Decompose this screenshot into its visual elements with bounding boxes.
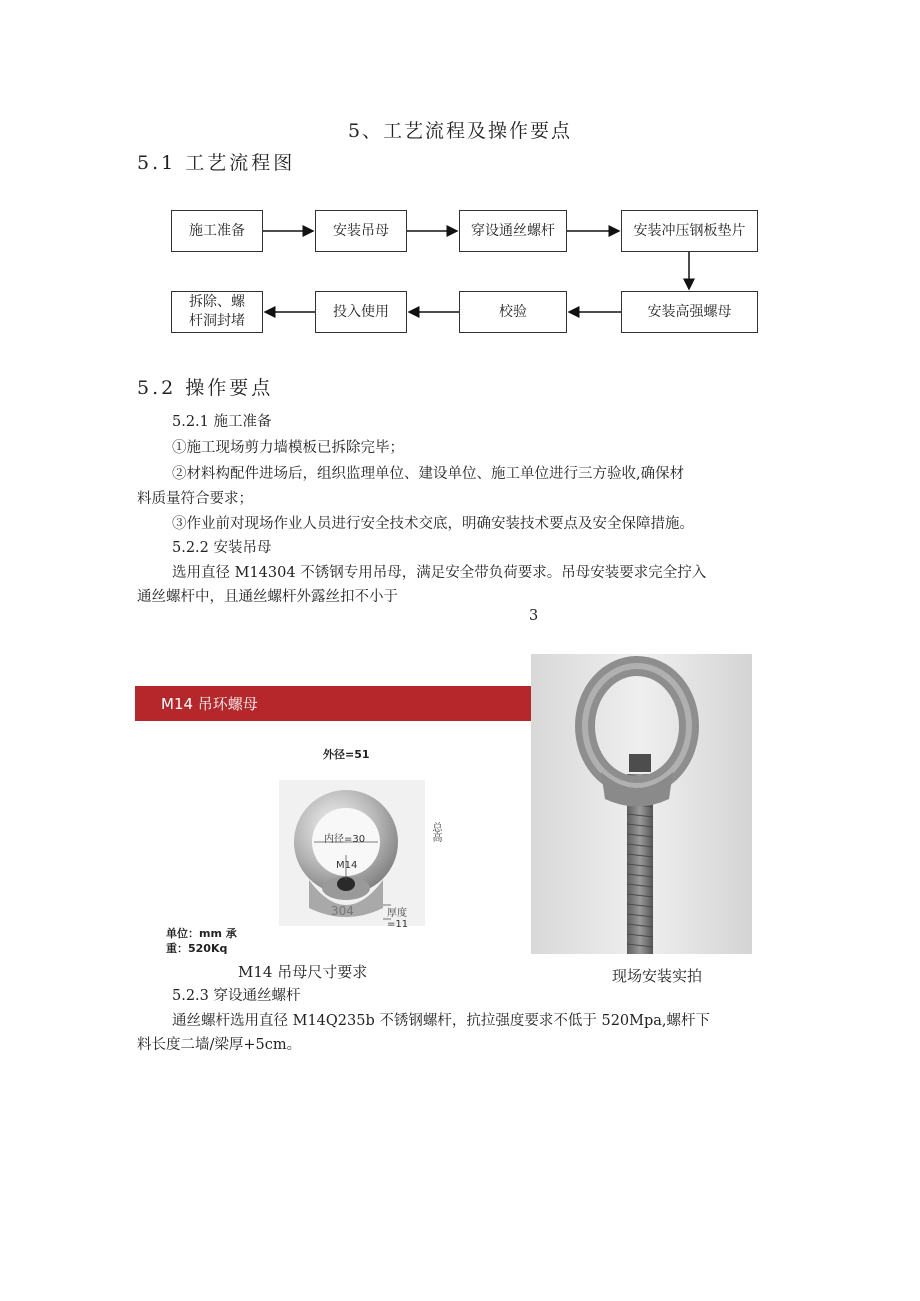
outer-diameter-label: 外径=51: [323, 748, 370, 761]
total-height-label: 总高: [430, 822, 441, 842]
flow-step-put-into-use: 投入使用: [315, 291, 407, 333]
flow-step-install-eye-nut: 安装吊母: [315, 210, 407, 252]
subsection-title-flowchart: 5.1 工艺流程图: [137, 152, 296, 174]
para-prep-item-3: ③作业前对现场作业人员进行安全技术交底，明确安装技术要点及安全保障措施。: [172, 516, 694, 532]
eye-nut-banner: M14 吊环螺母: [135, 686, 531, 721]
flowchart-arrows: [0, 0, 920, 360]
para-heading-threaded-rod: 5.2.3 穿设通丝螺杆: [172, 988, 301, 1004]
para-rod-line-1: 通丝螺杆选用直径 M14Q235b 不锈钢螺杆，抗拉强度要求不低于 520Mpa,螺杆下: [172, 1013, 711, 1029]
unit-note-line-1: 单位：mm 承: [166, 927, 237, 940]
para-install-line-2: 通丝螺杆中，且通丝螺杆外露丝扣不小于: [137, 589, 398, 605]
flow-step-insert-threaded-rod: 穿设通丝螺杆: [459, 210, 567, 252]
para-heading-prep: 5.2.1 施工准备: [172, 414, 272, 430]
subsection-title-key-points: 5.2 操作要点: [137, 377, 274, 399]
para-prep-item-2a: ②材料构配件进场后，组织监理单位、建设单位、施工单位进行三方验收,确保材: [172, 466, 685, 482]
flow-step-remove-and-seal: 拆除、螺杆洞封堵: [171, 291, 263, 333]
material-stamp: 304: [331, 904, 354, 918]
flow-step-inspection: 校验: [459, 291, 567, 333]
caption-eye-nut-dimensions: M14 吊母尺寸要求: [238, 963, 368, 981]
para-heading-install-eye-nut: 5.2.2 安装吊母: [172, 540, 272, 556]
unit-note-line-2: 重：520Kq: [166, 942, 228, 955]
flow-step-construction-prep: 施工准备: [171, 210, 263, 252]
para-install-line-1: 选用直径 M14304 不锈钢专用吊母，满足安全带负荷要求。吊母安装要求完全拧入: [172, 565, 707, 581]
inner-diameter-label: 内径=30: [324, 834, 366, 845]
flow-step-install-high-strength-nut: 安装高强螺母: [621, 291, 758, 333]
section-title: 5、工艺流程及操作要点: [347, 120, 573, 142]
para-rod-line-2: 料长度二墙/梁厚+5cm。: [137, 1037, 302, 1053]
page-number: 3: [529, 608, 539, 624]
eye-nut-diagram: [279, 780, 425, 930]
installed-eye-bolt-image: [531, 654, 752, 954]
para-prep-item-1: ①施工现场剪力墙模板已拆除完毕；: [172, 440, 404, 456]
caption-site-install-photo: 现场安装实拍: [612, 967, 703, 985]
thread-size-label: M14: [336, 860, 358, 871]
site-install-photo: [531, 654, 752, 954]
unit-load-note: [166, 926, 237, 956]
flow-step-install-steel-washer: 安装冲压钢板垫片: [621, 210, 758, 252]
thickness-label: 厚度=11: [387, 908, 409, 930]
para-prep-item-2b: 料质量符合要求；: [137, 491, 253, 507]
